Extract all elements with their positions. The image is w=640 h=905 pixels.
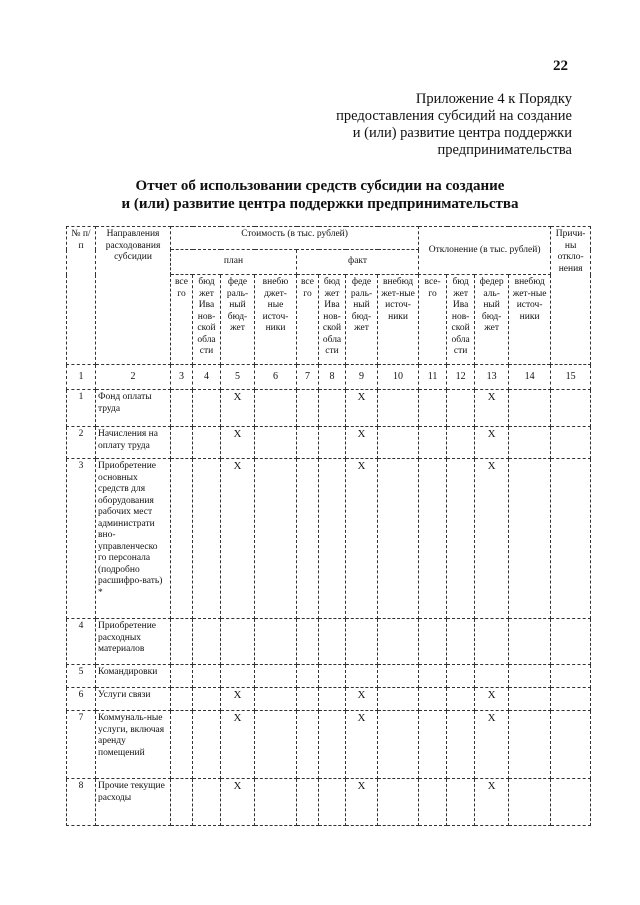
row-cell — [171, 459, 193, 619]
row-cell — [255, 711, 297, 779]
row-cell — [255, 779, 297, 826]
row-cell — [419, 688, 447, 711]
row-number: 8 — [67, 779, 96, 826]
column-number: 6 — [255, 365, 297, 390]
appendix-line: и (или) развитие центра поддержки — [352, 125, 572, 141]
row-cell — [171, 390, 193, 427]
row-cell — [509, 459, 551, 619]
row-cell — [509, 665, 551, 688]
report-title — [0, 177, 640, 213]
header-reasons: Причи-ны откло-нения — [551, 227, 591, 365]
column-number: 15 — [551, 365, 591, 390]
row-cell — [378, 459, 419, 619]
row-cell: X — [475, 688, 509, 711]
row-number: 6 — [67, 688, 96, 711]
row-cell — [551, 427, 591, 459]
table-body — [67, 390, 591, 826]
header-dev-regional: бюд жет Ива нов-ской обла сти — [447, 275, 475, 365]
header-fact-total: все го — [297, 275, 319, 365]
row-cell — [319, 459, 346, 619]
header-plan: план — [171, 250, 297, 275]
row-cell: X — [221, 779, 255, 826]
appendix-line: предпринимательства — [437, 142, 572, 158]
row-cell — [419, 711, 447, 779]
row-cell — [378, 427, 419, 459]
header-dev-federal: федер аль-ный бюд-жет — [475, 275, 509, 365]
row-cell — [297, 711, 319, 779]
row-cell — [193, 390, 221, 427]
row-cell — [509, 390, 551, 427]
row-cell — [193, 427, 221, 459]
row-cell — [171, 427, 193, 459]
row-cell — [319, 711, 346, 779]
row-cell — [378, 390, 419, 427]
row-cell — [297, 779, 319, 826]
row-cell — [255, 390, 297, 427]
row-cell — [447, 459, 475, 619]
row-cell — [193, 459, 221, 619]
report-table — [66, 226, 591, 826]
row-cell: X — [221, 427, 255, 459]
header-deviation: Отклонение (в тыс. рублей) — [419, 227, 551, 275]
row-cell — [193, 688, 221, 711]
header-plan-regional: бюд жет Ива нов-ской обла сти — [193, 275, 221, 365]
row-cell: X — [346, 711, 378, 779]
column-number: 5 — [221, 365, 255, 390]
row-cell — [221, 619, 255, 665]
row-direction: Начисления на оплату труда — [96, 427, 171, 459]
row-cell — [319, 390, 346, 427]
header-plan-extra: внебю джет-ные источ-ники — [255, 275, 297, 365]
table-row — [67, 459, 591, 619]
row-cell — [419, 619, 447, 665]
row-number: 4 — [67, 619, 96, 665]
row-cell — [297, 459, 319, 619]
header-plan-federal: феде раль-ный бюд-жет — [221, 275, 255, 365]
row-cell — [346, 665, 378, 688]
row-cell — [378, 619, 419, 665]
row-direction: Приобретение расходных материалов — [96, 619, 171, 665]
row-cell — [171, 688, 193, 711]
row-cell — [171, 619, 193, 665]
row-cell — [297, 390, 319, 427]
row-direction: Коммуналь-ные услуги, включая аренду помещений — [96, 711, 171, 779]
row-cell — [193, 665, 221, 688]
row-cell — [255, 459, 297, 619]
row-cell — [319, 427, 346, 459]
column-number: 14 — [509, 365, 551, 390]
row-cell — [319, 665, 346, 688]
header-fact-federal: феде раль-ный бюд-жет — [346, 275, 378, 365]
header-fact-regional: бюд жет Ива нов-ской обла сти — [319, 275, 346, 365]
row-cell — [171, 665, 193, 688]
row-cell — [297, 427, 319, 459]
page-number: 22 — [553, 58, 568, 74]
row-cell — [447, 390, 475, 427]
row-cell — [319, 688, 346, 711]
column-number: 9 — [346, 365, 378, 390]
header-plan-total: все го — [171, 275, 193, 365]
title-line: Отчет об использовании средств субсидии на создание — [135, 178, 505, 194]
row-cell — [447, 427, 475, 459]
header-dev-total: все-го — [419, 275, 447, 365]
column-number-row — [67, 365, 591, 390]
row-direction: Приобретение основных средств для оборудования рабочих мест администрати вно-управленческо го персонала (подробно расшифро-вать) * — [96, 459, 171, 619]
row-cell — [509, 711, 551, 779]
header-cost: Стоимость (в тыс. рублей) — [171, 227, 419, 250]
row-cell — [171, 711, 193, 779]
row-number: 5 — [67, 665, 96, 688]
column-number: 2 — [96, 365, 171, 390]
row-cell — [297, 619, 319, 665]
header-num: № п/п — [67, 227, 96, 365]
row-cell — [509, 427, 551, 459]
header-dev-extra: внебюд жет-ные источ-ники — [509, 275, 551, 365]
row-cell: X — [346, 688, 378, 711]
header-direction: Направления расходования субсидии — [96, 227, 171, 365]
row-cell — [475, 619, 509, 665]
row-cell — [447, 619, 475, 665]
row-cell: X — [475, 459, 509, 619]
column-number: 1 — [67, 365, 96, 390]
row-cell — [419, 427, 447, 459]
table-row — [67, 619, 591, 665]
row-cell — [171, 779, 193, 826]
row-cell — [297, 665, 319, 688]
row-cell — [419, 390, 447, 427]
column-number: 3 — [171, 365, 193, 390]
row-cell — [297, 688, 319, 711]
row-number: 3 — [67, 459, 96, 619]
row-number: 7 — [67, 711, 96, 779]
table-row — [67, 427, 591, 459]
row-cell — [378, 688, 419, 711]
row-cell — [378, 779, 419, 826]
row-cell — [551, 619, 591, 665]
row-cell — [509, 619, 551, 665]
row-direction: Фонд оплаты труда — [96, 390, 171, 427]
row-cell: X — [346, 459, 378, 619]
row-cell — [255, 665, 297, 688]
column-number: 12 — [447, 365, 475, 390]
column-number: 10 — [378, 365, 419, 390]
column-number: 13 — [475, 365, 509, 390]
row-cell — [319, 779, 346, 826]
header-fact-extra: внебюд жет-ные источ-ники — [378, 275, 419, 365]
row-cell: X — [346, 427, 378, 459]
row-cell — [319, 619, 346, 665]
column-number: 4 — [193, 365, 221, 390]
row-cell — [193, 711, 221, 779]
row-cell: X — [475, 390, 509, 427]
row-cell — [447, 665, 475, 688]
row-cell: X — [221, 711, 255, 779]
table-row — [67, 711, 591, 779]
table-row — [67, 665, 591, 688]
row-cell: X — [475, 779, 509, 826]
row-cell — [193, 619, 221, 665]
row-number: 2 — [67, 427, 96, 459]
row-cell — [447, 779, 475, 826]
row-cell — [509, 779, 551, 826]
row-cell: X — [221, 688, 255, 711]
row-cell: X — [346, 779, 378, 826]
row-cell — [551, 779, 591, 826]
table-row — [67, 390, 591, 427]
row-cell — [447, 688, 475, 711]
row-cell — [475, 665, 509, 688]
row-cell — [378, 711, 419, 779]
appendix-caption — [272, 91, 572, 159]
row-cell — [551, 459, 591, 619]
column-number: 8 — [319, 365, 346, 390]
row-cell — [419, 779, 447, 826]
row-cell — [378, 665, 419, 688]
header-fact: факт — [297, 250, 419, 275]
row-cell — [551, 390, 591, 427]
row-cell — [255, 688, 297, 711]
row-cell — [419, 665, 447, 688]
row-cell — [419, 459, 447, 619]
appendix-line: предоставления субсидий на создание — [336, 108, 572, 124]
row-direction: Услуги связи — [96, 688, 171, 711]
row-direction: Прочие текущие расходы — [96, 779, 171, 826]
row-cell: X — [221, 459, 255, 619]
row-cell — [509, 688, 551, 711]
row-cell: X — [475, 427, 509, 459]
row-number: 1 — [67, 390, 96, 427]
column-number: 7 — [297, 365, 319, 390]
row-direction: Командировки — [96, 665, 171, 688]
row-cell — [447, 711, 475, 779]
row-cell — [193, 779, 221, 826]
title-line: и (или) развитие центра поддержки предпринимательства — [121, 196, 519, 212]
row-cell — [551, 665, 591, 688]
row-cell — [221, 665, 255, 688]
row-cell — [551, 711, 591, 779]
row-cell — [346, 619, 378, 665]
row-cell: X — [346, 390, 378, 427]
appendix-line: Приложение 4 к Порядку — [415, 91, 572, 107]
table-row — [67, 779, 591, 826]
row-cell: X — [475, 711, 509, 779]
row-cell: X — [221, 390, 255, 427]
row-cell — [551, 688, 591, 711]
table-row — [67, 688, 591, 711]
column-number: 11 — [419, 365, 447, 390]
row-cell — [255, 619, 297, 665]
row-cell — [255, 427, 297, 459]
